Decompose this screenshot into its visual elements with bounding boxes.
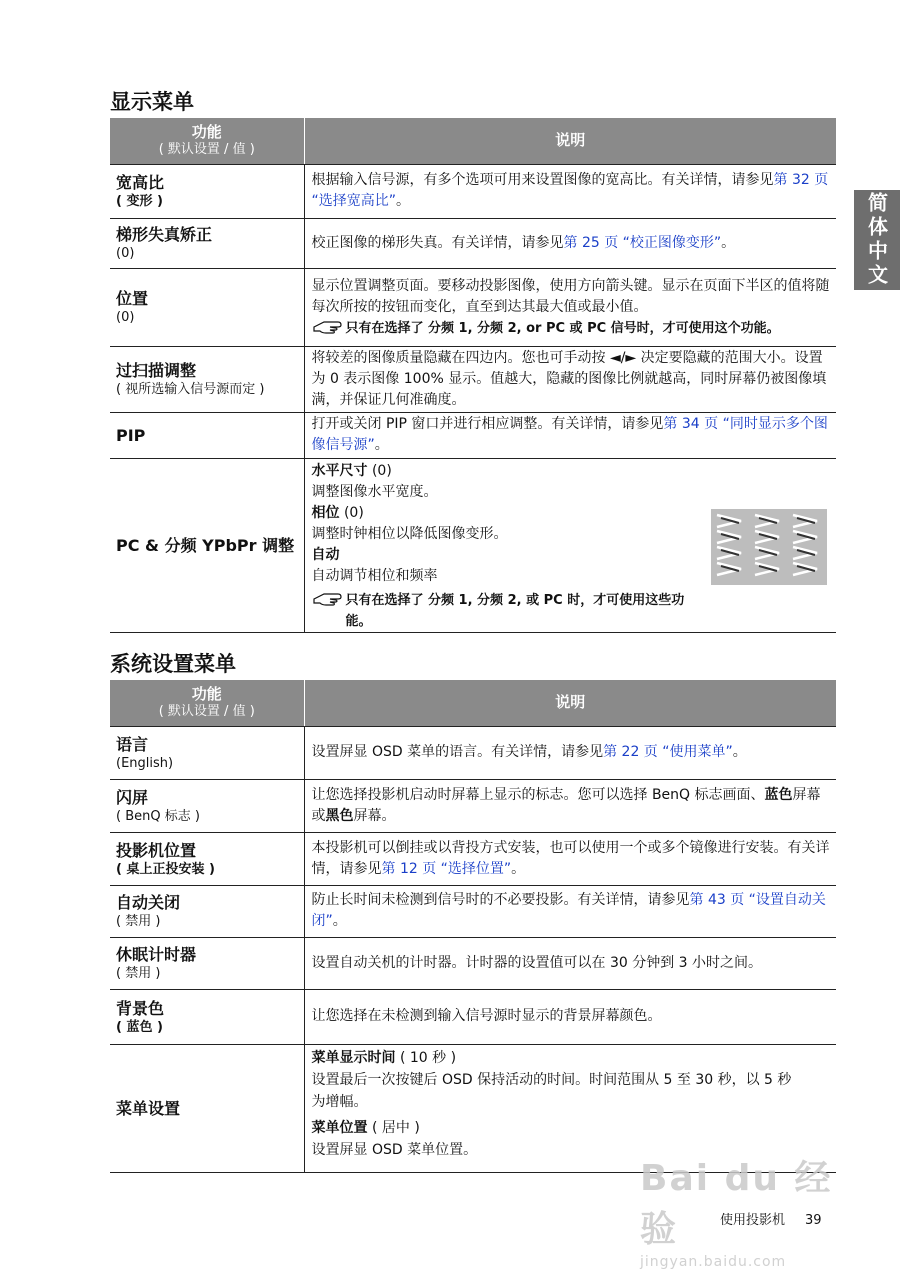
header-description: 说明 [304, 680, 836, 726]
h-size-desc: 调整图像水平宽度。 [311, 483, 438, 500]
row-name: 闪屏 [116, 787, 149, 807]
display-menu-table [110, 118, 836, 633]
table-row [110, 885, 836, 937]
watermark [640, 1150, 840, 1270]
page-link[interactable]: 第 12 页 “选择位置” [381, 860, 512, 877]
row-description: 让您选择在未检测到输入信号源时显示的背景屏幕颜色。 [304, 989, 836, 1044]
row-default: (English) [116, 755, 174, 771]
row-default: ( 视所选输入信号源而定 ) [116, 382, 265, 397]
page-link[interactable]: 第 43 页 “设置自动关闭” [311, 892, 826, 929]
page-link[interactable]: 第 22 页 “使用菜单” [603, 744, 733, 760]
row-description: 显示位置调整页面。要移动投影图像，使用方向箭头键。显示在页面下半区的值将随每次所按的按钮而变化，直至到达其最大值或最小值。 [311, 277, 830, 315]
table-row [110, 346, 836, 412]
row-name: 语言 [116, 734, 149, 754]
auto-desc: 自动调节相位和频率 [311, 567, 438, 584]
menu-timer-desc: 设置最后一次按键后 OSD 保持活动的时间。时间范围从 5 至 30 秒，以 5 秒为增幅。 [311, 1071, 792, 1110]
footer-label: 使用投影机 [720, 1213, 786, 1228]
row-name: 梯形失真矫正 [116, 225, 213, 244]
menu-position-desc: 设置屏显 OSD 菜单位置。 [311, 1141, 478, 1158]
row-name: 自动关闭 [116, 893, 181, 912]
note [312, 590, 692, 632]
row-description: 将较差的图像质量隐藏在四边内。您也可手动按 ◄/► 决定要隐藏的范围大小。设置为 0 表示图像 100% 显示。值越大，隐藏的图像比例就越高，同时屏幕仍被图像填满，并保证几何准确度。 [304, 346, 836, 412]
row-name: PC & 分频 YPbPr 调整 [116, 535, 295, 555]
pointing-hand-icon [312, 318, 342, 336]
table-row [110, 989, 836, 1044]
header-function: 功能 [191, 122, 222, 141]
row-description: 设置自动关机的计时器。计时器的设置值可以在 30 分钟到 3 小时之间。 [304, 937, 836, 989]
row-name: 宽高比 [116, 173, 165, 192]
page-number: 39 [805, 1213, 822, 1228]
row-description: 设置屏显 OSD 菜单的语言。有关详情，请参见第 22 页 “使用菜单”。 [304, 726, 836, 779]
row-default: ( 禁用 ) [116, 914, 161, 929]
page-footer [720, 1209, 822, 1228]
page-link[interactable]: 第 34 页 “同时显示多个图像信号源” [311, 416, 828, 453]
table-row [110, 164, 836, 218]
table-row: PC & 分频 YPbPr 调整 水平尺寸 (0) 调整图像水平宽度。 相位 (0) 调整时钟相位以降低图像变形。 自动 自动调节相位和频率 只有在选择了 分频 1, 分频 2, 或 PC 时，才可使用这些功能。 [110, 458, 836, 632]
row-description: 本投影机可以倒挂或以背投方式安装，也可以使用一个或多个镜像进行安装。有关详情，请参见第 12 页 “选择位置”。 [304, 832, 836, 885]
row-default: (0) [116, 246, 135, 261]
row-name: 休眠计时器 [116, 945, 197, 964]
header-default: ( 默认设置 / 值 ) [158, 703, 255, 719]
note-text: 只有在选择了 分频 1, 分频 2, 或 PC 时，才可使用这些功能。 [345, 592, 685, 629]
row-description: 防止长时间未检测到信号时的不必要投影。有关详情，请参见第 43 页 “设置自动关闭”。 [304, 885, 836, 937]
menu-timer-label: 菜单显示时间 [311, 1049, 396, 1066]
row-description: 打开或关闭 PIP 窗口并进行相应调整。有关详情，请参见第 34 页 “同时显示多个图像信号源”。 [304, 412, 836, 458]
table-header [110, 118, 836, 164]
table-row: 菜单设置 菜单显示时间 ( 10 秒 ) 设置最后一次按键后 OSD 保持活动的时间。时间范围从 5 至 30 秒，以 5 秒为增幅。 菜单位置 ( 居中 ) 设置屏显 OSD 菜单位置。 [110, 1044, 836, 1172]
table-row [110, 268, 836, 346]
page-link[interactable]: 第 32 页 “选择宽高比” [311, 172, 829, 209]
table-header [110, 680, 836, 726]
row-description: 校正图像的梯形失真。有关详情，请参见第 25 页 “校正图像变形”。 [304, 218, 836, 268]
watermark-url: jingyan.baidu.com [640, 1254, 787, 1270]
note-text: 只有在选择了 分频 1, 分频 2, or PC 或 PC 信号时，才可使用这个功能。 [345, 320, 780, 336]
display-menu-title: 显示菜单 [110, 90, 194, 114]
table-row [110, 779, 836, 832]
menu-position-label: 菜单位置 [311, 1119, 368, 1136]
row-default: ( 蓝色 ) [116, 1019, 163, 1035]
header-description: 说明 [304, 118, 836, 164]
phase-distortion-illustration [711, 509, 827, 585]
table-row [110, 832, 836, 885]
row-default: ( 禁用 ) [116, 966, 161, 981]
row-default: ( 变形 ) [116, 194, 163, 209]
watermark-brand: Bai du 经验 [640, 1158, 833, 1250]
row-name: PIP [116, 425, 146, 445]
row-default: ( BenQ 标志 ) [116, 808, 200, 824]
page-link[interactable]: 第 25 页 “校正图像变形” [563, 234, 722, 251]
table-row [110, 412, 836, 458]
row-description: 根据输入信号源，有多个选项可用来设置图像的宽高比。有关详情，请参见第 32 页 “选择宽高比”。 [304, 164, 836, 218]
phase-label: 相位 [311, 504, 340, 521]
pointing-hand-icon [312, 590, 342, 608]
row-name: 投影机位置 [116, 840, 197, 860]
system-menu-title: 系统设置菜单 [110, 652, 236, 676]
system-menu-table [110, 680, 836, 1173]
row-description: 让您选择投影机启动时屏幕上显示的标志。您可以选择 BenQ 标志画面、蓝色屏幕或黑色屏幕。 [304, 779, 836, 832]
table-row [110, 937, 836, 989]
phase-desc: 调整时钟相位以降低图像变形。 [311, 525, 508, 542]
header-function: 功能 [191, 684, 222, 703]
row-default: ( 桌上正投安装 ) [116, 861, 215, 877]
h-size-label: 水平尺寸 [311, 462, 368, 479]
table-row [110, 726, 836, 779]
row-name: 位置 [116, 289, 149, 308]
row-name: 过扫描调整 [116, 361, 197, 380]
row-default: (0) [116, 310, 135, 325]
table-row [110, 218, 836, 268]
row-name: 背景色 [116, 998, 165, 1018]
note [312, 318, 833, 339]
language-side-tab: 简体中文 [854, 190, 900, 290]
auto-label: 自动 [311, 546, 340, 563]
row-name: 菜单设置 [116, 1098, 181, 1118]
header-default: ( 默认设置 / 值 ) [158, 141, 255, 157]
